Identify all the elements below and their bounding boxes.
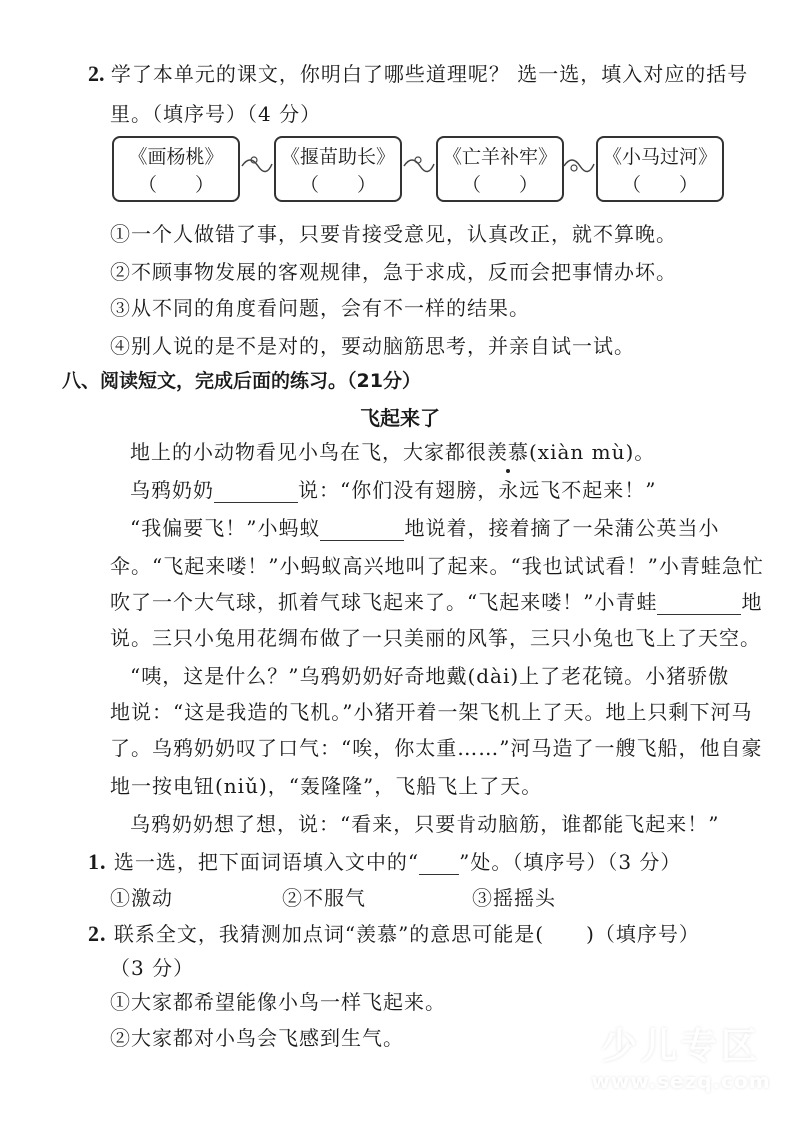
vine-decoration-icon — [402, 150, 436, 180]
q1-option-3: ③摇摇头 — [472, 886, 556, 910]
answer-blank[interactable]: （ ） — [299, 174, 376, 196]
text-segment: 地 — [741, 590, 763, 614]
story-paragraph-3-line2: 伞。“飞起来喽！”小蚂蚁高兴地叫了起来。“我也试试看！”小青蛙急忙 — [110, 554, 764, 578]
option-3: ③从不同的角度看问题，会有不一样的结果。 — [110, 296, 530, 320]
question-text: ”处。（填序号）（3 分） — [459, 850, 682, 874]
q2-top-prompt-line2: 里。（填序号）（4 分） — [110, 102, 322, 126]
fill-blank-3[interactable] — [657, 594, 741, 615]
q2-option-1: ①大家都希望能像小鸟一样飞起来。 — [110, 990, 446, 1014]
q1-option-1: ①激动 — [110, 886, 173, 910]
text-segment: 乌鸦奶奶 — [130, 478, 214, 502]
text-segment: 地说着，接着摘了一朵蒲公英当小 — [404, 516, 720, 540]
text-segment: 地上的小动物看见小鸟在飞，大家都很 — [130, 440, 487, 464]
story-paragraph-3-line4: 说。三只小兔用花绸布做了一只美丽的风筝，三只小兔也飞上了天空。 — [110, 626, 761, 650]
option-4: ④别人说的是不是对的，要动脑筋思考，并亲自试一试。 — [110, 334, 635, 358]
answer-blank[interactable]: （ ） — [621, 174, 698, 196]
fill-blank-1[interactable] — [214, 482, 298, 503]
blank-marker — [419, 854, 459, 875]
dotted-word: 羡慕 — [487, 436, 529, 465]
fill-blank-2[interactable] — [320, 520, 404, 541]
box-title: 《亡羊补牢》 — [442, 146, 557, 168]
answer-box-4[interactable] — [596, 136, 724, 202]
watermark — [586, 1018, 776, 1093]
q2-prompt — [88, 918, 700, 947]
watermark-url: www.sezq.com — [591, 1069, 771, 1093]
question-number: 2. — [88, 61, 105, 86]
q2-top-prompt-line1 — [88, 58, 748, 87]
story-paragraph-4-line4: 地一按电钮(niǔ)，“轰隆隆”，飞船飞上了天。 — [110, 774, 543, 798]
answer-box-3[interactable] — [436, 136, 564, 202]
text-segment: 说：“你们没有翅膀，永远飞不起来！” — [298, 478, 657, 502]
question-text: 学了本单元的课文，你明白了哪些道理呢？ 选一选，填入对应的括号 — [110, 62, 749, 86]
option-1: ①一个人做错了事，只要肯接受意见，认真改正，就不算晚。 — [110, 222, 677, 246]
text-segment: 吹了一个大气球，抓着气球飞起来了。“飞起来喽！”小青蛙 — [110, 590, 658, 614]
watermark-logo: 少儿专区 — [600, 1026, 761, 1067]
pinyin-note: (xiàn mù)。 — [529, 440, 656, 464]
text-segment: “我偏要飞！”小蚂蚁 — [130, 516, 321, 540]
q2-score: （3 分） — [110, 956, 195, 980]
box-title: 《揠苗助长》 — [280, 146, 395, 168]
story-paragraph-3-line1 — [130, 512, 719, 541]
story-paragraph-1 — [130, 436, 655, 465]
story-paragraph-4-line1: “咦，这是什么？”乌鸦奶奶好奇地戴(dài)上了老花镜。小猪骄傲 — [130, 664, 730, 688]
vine-decoration-icon — [562, 150, 596, 180]
answer-blank[interactable]: （ ） — [137, 174, 214, 196]
story-paragraph-5: 乌鸦奶奶想了想，说：“看来，只要肯动脑筋，谁都能飞起来！” — [130, 812, 720, 836]
answer-blank[interactable]: （ ） — [461, 174, 538, 196]
question-text: 选一选，把下面词语填入文中的“ — [113, 850, 420, 874]
q2-option-2: ②大家都对小鸟会飞感到生气。 — [110, 1026, 404, 1050]
answer-box-1[interactable] — [112, 136, 240, 202]
answer-box-2[interactable] — [274, 136, 402, 202]
option-2: ②不顾事物发展的客观规律，急于求成，反而会把事情办坏。 — [110, 260, 677, 284]
q1-option-2: ②不服气 — [282, 886, 366, 910]
question-text: 联系全文，我猜测加点词“羡慕”的意思可能是( )（填序号） — [113, 922, 700, 946]
vine-decoration-icon — [240, 150, 274, 180]
box-title: 《小马过河》 — [602, 146, 717, 168]
box-title: 《画杨桃》 — [128, 146, 224, 168]
story-paragraph-2 — [130, 474, 656, 503]
story-paragraph-3-line3 — [110, 586, 762, 615]
question-number: 1. — [88, 849, 107, 874]
story-paragraph-4-line3: 了。乌鸦奶奶叹了口气：“唉，你太重……”河马造了一艘飞船，他自豪 — [110, 736, 763, 760]
story-title: 飞起来了 — [360, 406, 440, 430]
q1-prompt — [88, 846, 681, 875]
section-heading: 八、阅读短文，完成后面的练习。（21分） — [62, 370, 421, 392]
story-paragraph-4-line2: 地说：“这是我造的飞机。”小猪开着一架飞机上了天。地上只剩下河马 — [110, 700, 753, 724]
question-number: 2. — [88, 921, 107, 946]
